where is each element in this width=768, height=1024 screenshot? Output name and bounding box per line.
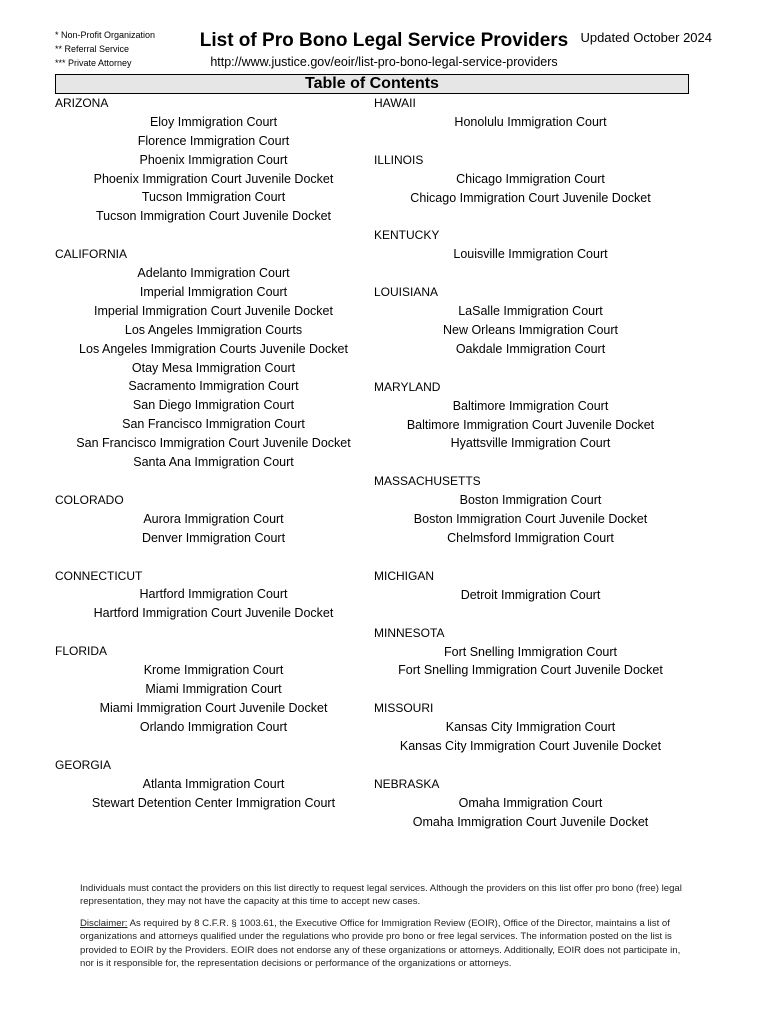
state-group — [55, 756, 372, 813]
state-group — [374, 226, 687, 264]
court-link[interactable]: San Diego Immigration Court — [132, 398, 295, 413]
state-group — [374, 151, 687, 208]
disclaimer-text: As required by 8 C.F.R. § 1003.61, the Executive Office for Immigration Review (EOIR), Office of the Director, maintains a list of organizations and attorneys qualified under the regulations who provide pro bono or free legal services. The information posted on the list is provided to EOIR by the Providers. EOIR does not endorse any of these organizations or attorneys. Additionally, EOIR does not participate in, nor is it responsible for, the representation decisions or performance of the organizations or attorneys. — [80, 917, 681, 970]
court-link[interactable]: Omaha Immigration Court Juvenile Docket — [412, 814, 649, 829]
state-heading[interactable]: NEBRASKA — [374, 777, 440, 792]
state-group — [55, 642, 372, 736]
court-link[interactable]: Atlanta Immigration Court — [142, 776, 285, 791]
state-heading[interactable]: HAWAII — [374, 96, 416, 110]
court-link[interactable]: Imperial Immigration Court Juvenile Docket — [94, 303, 333, 318]
court-link[interactable]: San Francisco Immigration Court Juvenile Docket — [76, 436, 351, 451]
source-url-link[interactable]: http://www.justice.gov/eoir/list-pro-bono-legal-service-providers — [210, 55, 558, 69]
state-heading[interactable]: COLORADO — [55, 492, 124, 507]
court-link[interactable]: Los Angeles Immigration Courts Juvenile Docket — [79, 341, 348, 356]
state-heading[interactable]: GEORGIA — [55, 757, 112, 772]
contact-notice: Individuals must contact the providers on this list directly to request legal services. Although the providers on this list offer pro bono (free) legal representation, they may not have the capacity at this time to accept new cases. — [80, 883, 682, 908]
state-group — [374, 283, 687, 359]
court-link[interactable]: Krome Immigration Court — [143, 663, 284, 678]
court-link[interactable]: Miami Immigration Court — [145, 682, 282, 697]
court-link[interactable]: Otay Mesa Immigration Court — [131, 360, 296, 375]
disclaimer — [80, 917, 692, 971]
state-heading[interactable]: ILLINOIS — [374, 152, 424, 167]
court-link[interactable]: Stewart Detention Center Immigration Court — [91, 795, 336, 810]
court-link[interactable]: Imperial Immigration Court — [139, 285, 288, 300]
left-state-column — [55, 94, 372, 831]
court-link[interactable]: Orlando Immigration Court — [139, 719, 288, 734]
state-group — [374, 94, 687, 132]
court-link[interactable]: Chelmsford Immigration Court — [447, 531, 614, 546]
court-link[interactable]: Hartford Immigration Court Juvenile Docket — [93, 606, 334, 621]
state-heading[interactable]: MINNESOTA — [374, 625, 445, 640]
court-link[interactable]: Miami Immigration Court Juvenile Docket — [99, 700, 328, 715]
state-heading[interactable]: MASSACHUSETTS — [374, 474, 481, 489]
court-link[interactable]: Kansas City Immigration Court Juvenile Docket — [399, 739, 662, 754]
court-link[interactable]: Santa Ana Immigration Court — [133, 455, 294, 470]
state-heading[interactable]: MICHIGAN — [374, 568, 434, 583]
legend-nonprofit: * Non-Profit Organization — [55, 30, 156, 40]
state-heading[interactable]: MARYLAND — [374, 379, 441, 394]
state-heading[interactable]: CALIFORNIA — [55, 247, 128, 262]
court-link[interactable]: Boston Immigration Court Juvenile Docket — [413, 512, 648, 527]
court-link[interactable]: Omaha Immigration Court — [458, 795, 603, 810]
state-group — [374, 699, 687, 756]
court-link[interactable]: Phoenix Immigration Court — [139, 152, 288, 167]
court-link[interactable]: Eloy Immigration Court — [149, 114, 278, 129]
court-link[interactable]: Tucson Immigration Court — [141, 190, 286, 205]
state-group — [55, 94, 372, 226]
court-link[interactable]: Hartford Immigration Court — [139, 587, 288, 602]
court-link[interactable]: Detroit Immigration Court — [460, 587, 601, 602]
footer-notes — [80, 882, 692, 978]
court-link[interactable]: Baltimore Immigration Court Juvenile Docket — [406, 417, 655, 432]
state-group — [55, 567, 372, 624]
state-group — [374, 567, 687, 605]
table-of-contents-heading: Table of Contents — [55, 74, 689, 94]
legend-referral: ** Referral Service — [55, 44, 130, 54]
court-link[interactable]: Kansas City Immigration Court — [445, 720, 616, 735]
state-heading[interactable]: CONNECTICUT — [55, 568, 143, 583]
court-link[interactable]: San Francisco Immigration Court — [122, 417, 305, 432]
court-link[interactable]: Oakdale Immigration Court — [455, 341, 606, 356]
court-link[interactable]: Baltimore Immigration Court — [452, 398, 609, 413]
court-link[interactable]: Chicago Immigration Court — [456, 171, 605, 186]
state-group — [374, 775, 687, 832]
state-heading[interactable]: KENTUCKY — [374, 228, 440, 243]
court-link[interactable]: Florence Immigration Court — [137, 133, 290, 148]
page-title: List of Pro Bono Legal Service Providers — [199, 30, 569, 51]
state-group — [55, 245, 372, 472]
court-link[interactable]: Hyattsville Immigration Court — [450, 436, 611, 451]
state-group — [374, 378, 687, 454]
court-link[interactable]: New Orleans Immigration Court — [442, 323, 619, 338]
state-heading[interactable]: MISSOURI — [374, 701, 434, 716]
state-heading[interactable]: ARIZONA — [55, 96, 109, 110]
disclaimer-label: Disclaimer: — [80, 917, 128, 929]
court-link[interactable]: Fort Snelling Immigration Court Juvenile Docket — [398, 663, 663, 678]
right-state-column — [374, 94, 687, 851]
state-heading[interactable]: FLORIDA — [55, 644, 108, 659]
updated-date: Updated October 2024 — [580, 30, 712, 45]
state-group — [374, 472, 687, 548]
court-link[interactable]: Denver Immigration Court — [141, 530, 286, 545]
court-link[interactable]: Tucson Immigration Court Juvenile Docket — [95, 209, 332, 224]
state-group — [374, 624, 687, 681]
court-link[interactable]: Honolulu Immigration Court — [454, 114, 607, 129]
court-link[interactable]: Boston Immigration Court — [459, 493, 602, 508]
court-link[interactable]: Sacramento Immigration Court — [128, 379, 299, 394]
court-link[interactable]: Chicago Immigration Court Juvenile Docket — [410, 190, 651, 205]
court-link[interactable]: Phoenix Immigration Court Juvenile Docket — [93, 171, 334, 186]
court-link[interactable]: Aurora Immigration Court — [143, 511, 284, 526]
court-link[interactable]: LaSalle Immigration Court — [458, 304, 603, 319]
court-link[interactable]: Adelanto Immigration Court — [137, 266, 290, 281]
state-heading[interactable]: LOUISIANA — [374, 285, 439, 300]
state-group — [55, 491, 372, 548]
legend-private-attorney: *** Private Attorney — [55, 58, 132, 68]
court-link[interactable]: Fort Snelling Immigration Court — [444, 644, 617, 659]
court-link[interactable]: Louisville Immigration Court — [453, 247, 608, 262]
court-link[interactable]: Los Angeles Immigration Courts — [124, 322, 303, 337]
